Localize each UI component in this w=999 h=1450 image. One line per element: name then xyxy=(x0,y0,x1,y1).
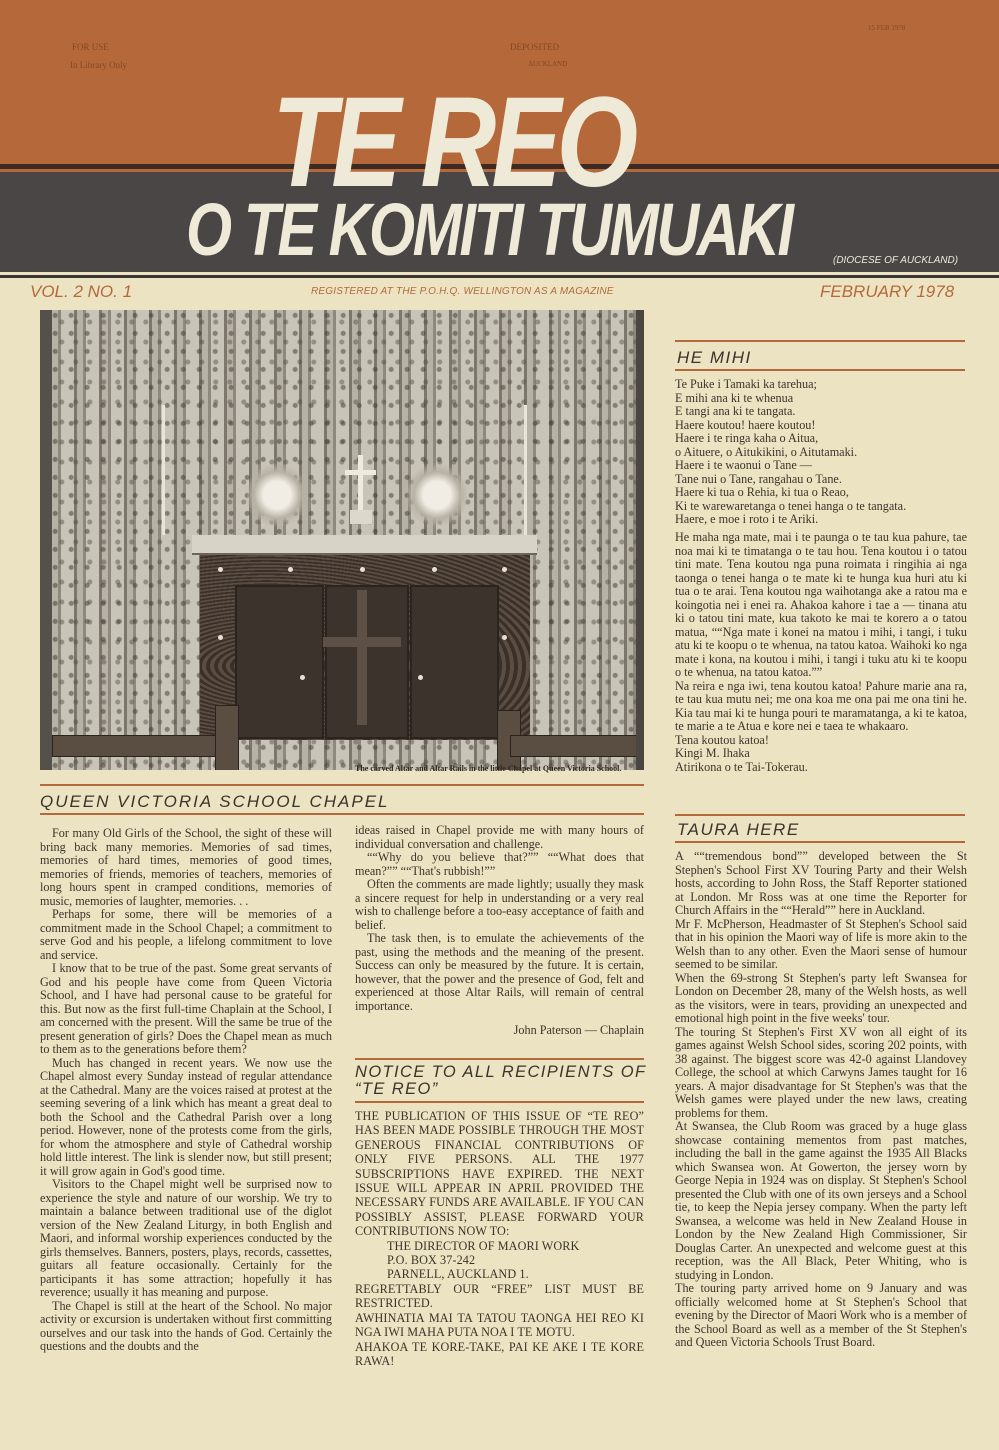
candle xyxy=(524,405,527,535)
notice-body xyxy=(355,1109,644,1368)
carved-cross xyxy=(323,637,401,647)
chapel-article-col2 xyxy=(355,824,644,1038)
chapel-heading: QUEEN VICTORIA SCHOOL CHAPEL xyxy=(40,792,390,811)
deposit-stamp-line2: AUCKLAND xyxy=(528,60,568,68)
poem-line: Tane nui o Tane, rangahau o Tane. xyxy=(675,471,842,486)
section-rule xyxy=(675,340,965,342)
paragraph: ““Why do you believe that?”” ““What does that mean?”” ““That's rubbish!”” xyxy=(355,850,644,878)
sign-off-line: Tena koutou katoa! xyxy=(675,732,769,747)
cross-icon xyxy=(358,455,363,510)
signature-title: Atirikona o te Tai-Tokerau. xyxy=(675,759,808,774)
address-line: THE DIRECTOR OF MAORI WORK xyxy=(387,1238,580,1253)
section-rule xyxy=(40,784,644,786)
taura-here-body xyxy=(675,850,967,1350)
paragraph: A ““tremendous bond”” developed between the St Stephen's School First XV Touring Party and their Welsh hosts, according to John Ross, the Staff Reporter stationed at London. Mr Ross was at one time the Reporter for Church Affairs in the ““Herald”” here in Auckland. xyxy=(675,849,967,917)
altar-photo xyxy=(40,310,644,770)
section-rule xyxy=(675,369,965,371)
signature-name: Kingi M. Ihaka xyxy=(675,746,750,760)
section-rule xyxy=(355,1101,644,1103)
closing-line: AHAKOA TE KORE-TAKE, PAI KE AKE I TE KORE RAWA! xyxy=(355,1339,644,1368)
notice-heading xyxy=(355,1064,646,1098)
free-list-notice: REGRETTABLY OUR “FREE” LIST MUST BE RESTRICTED. xyxy=(355,1281,644,1311)
altar-panel xyxy=(325,585,409,739)
paragraph: The touring party arrived home on 9 January and was officially welcomed home at St Stephen's School that evening by the Director of Maori Work who is a member of the School Board as well as a member of the St Stephen's and Queen Victoria Schools Trust Board. xyxy=(675,1281,967,1349)
paragraph: Much has changed in recent years. We now use the Chapel almost every Sunday instead of regular attendance at the Cathedral. Many are the voices raised at protest at the seeming severing of a link which has meant a great deal to both the School and the Cathedral Parish over a long period. However, none of the protests come from the girls, for whom the atmosphere and style of Cathedral worship hold little interest. The link is slender now, but still present; it will grow again in God's good time. xyxy=(40,1055,332,1178)
paragraph: The Chapel is still at the heart of the School. No major activity or excursion is undertaken without first committing ourselves and our task into the hands of God. Certainly the questions and the doubts and the xyxy=(40,1298,332,1353)
diocese-label: (DIOCESE OF AUCKLAND) xyxy=(833,255,959,266)
issue-date: FEBRUARY 1978 xyxy=(820,282,955,301)
notice-text: THE PUBLICATION OF THIS ISSUE OF “TE REO” HAS BEEN MADE POSSIBLE THROUGH THE MOST GENEROUS FINANCIAL CONTRIBUTIONS OF ONLY FIVE PERSONS. ALL THE 1977 SUBSCRIPTIONS HAVE EXPIRED. THE NEXT ISSUE WILL APPEAR IN APRIL PROVIDED THE NECESSARY FUNDS ARE AVAILABLE. IF YOU CAN POSSIBLY ASSIST, PLEASE FORWARD YOUR CONTRIBUTIONS NOW TO: xyxy=(355,1109,644,1239)
maori-appeal: AWHINATIA MAI TA TATOU TAONGA HEI REO KI NGA IWI MAHA PUTA NOA I TE MOTU. xyxy=(355,1310,644,1340)
section-rule xyxy=(675,841,965,843)
poem-line: Haere ki tua o Rehia, ki tua o Reao, xyxy=(675,485,849,499)
poem-line: E tangi ana ki te tangata. xyxy=(675,404,796,418)
deposit-stamp-line1: DEPOSITED xyxy=(510,42,559,52)
altar-panel xyxy=(410,585,499,739)
carved-cross xyxy=(357,590,367,725)
photo-caption: The carved Altar and Altar Rails in the little Chapel at Queen Victoria School. xyxy=(355,764,622,773)
paragraph: Perhaps for some, there will be memories of a commitment made in the School Chapel; a commitment to serve God and his people, a lifelong commitment to love and service. xyxy=(40,907,332,962)
he-mihi-heading: HE MIHI xyxy=(677,348,752,367)
poem-line: Haere koutou! haere koutou! xyxy=(675,417,816,432)
byline: John Paterson — Chaplain xyxy=(513,1023,644,1037)
carved-altar xyxy=(200,555,530,740)
masthead-rule xyxy=(0,275,999,278)
he-mihi-body xyxy=(675,531,967,774)
address-line: P.O. BOX 37-242 xyxy=(387,1253,476,1268)
notice-heading-line1: NOTICE TO ALL RECIPIENTS OF xyxy=(355,1063,647,1081)
cross-base xyxy=(350,510,372,524)
publication-title: TE REO xyxy=(272,71,634,214)
flower-vase xyxy=(407,460,467,530)
paragraph: Na reira e nga iwi, tena koutou katoa! Pahure marie ana ra, te tau kua mutu nei; me ona koa me ona pai me ona tini he. Kia tau mai ki te hunga pouri te maramatanga, a ki te katoa, te marie a te Atua e kore nei e taea te whakaaro. xyxy=(675,678,967,733)
poem-line: Ki te warewaretanga o tenei hanga o te tangata. xyxy=(675,498,907,513)
altar-rail-right xyxy=(510,735,644,757)
publication-subtitle: O TE KOMITI TUMUAKI xyxy=(186,188,792,271)
cross-icon xyxy=(345,470,376,475)
flower-vase xyxy=(247,460,307,530)
altar-rail-post xyxy=(215,705,239,770)
library-stamp-line2: In Library Only xyxy=(70,60,127,70)
section-rule xyxy=(675,814,965,816)
library-stamp-line1: FOR USE xyxy=(72,42,109,52)
date-stamp: 15 FEB 1978 xyxy=(868,24,906,32)
paragraph: ideas raised in Chapel provide me with many hours of individual conversation and challenge. xyxy=(355,823,644,851)
paragraph: I know that to be true of the past. Some great servants of God and his people have come from Queen Victoria School, and I have had personal cause to be grateful for this. But now as the first full-time Chaplain at the School, I am concerned with the present. Will the same be true of the present generation of girls? Does the Chapel mean as much to them as to the generations before them? xyxy=(40,961,332,1056)
volume-number: VOL. 2 NO. 1 xyxy=(30,282,133,301)
altar-top xyxy=(192,535,537,555)
paragraph: He maha nga mate, mai i te paunga o te tau kua pahure, tae noa mai ki te timatanga o te tau hou. Tena koutou i o tatou tini mate. Tena koutou nga puna roimata i ringihia ai nga taonga o tenei hanga o te mate ki te hunga kua huri atu ki tua o te arai. Tena koutou nga waihotanga ake a ratou ma e koingotia nei i enei ra. Ahakoa kahore i tae a — tinana atu ki o tatou tini mate, kua takoto ke mai te korero a o tatou matua, ““Nga mate i konei na matou i mihi, i tangi, i tuku atu ki te koopu o te whenua, na tatou katoa. Waihoki ko nga mate i kona, na koutou i mihi, i tangi i tuku atu ki te koopu o te whenua, na tatou katoa.”” xyxy=(675,530,967,679)
paragraph: At Swansea, the Club Room was graced by a huge glass showcase containing mementos from past matches, including the ball in the game against the 1935 All Blacks which Swansea won. At Gowerton, the jersey worn by George Nepia in 1924 was on display. St Stephen's School presented the Club with one of its own jerseys and a School tie, to keep the Nepia jersey company. When the party left Swansea, a welcome was held in New Zealand House in London by the New Zealand High Commissioner, Sir Douglas Carter. An unexpected and welcome guest at this reception, was the All Black, Peter Whiting, who is studying in London. xyxy=(675,1119,967,1282)
registration-notice: REGISTERED AT THE P.O.H.Q. WELLINGTON AS A MAGAZINE xyxy=(311,286,614,297)
poem-line: Te Puke i Tamaki ka tarehua; xyxy=(675,377,817,391)
paragraph: When the 69-strong St Stephen's party left Swansea for London on December 28, many of the Welsh hosts, as well as the visitors, were in tears, providing an unexpected and emotional high point in the five weeks' tour. xyxy=(675,970,967,1025)
section-rule xyxy=(40,813,644,815)
he-mihi-poem xyxy=(675,378,967,527)
section-rule xyxy=(355,1058,644,1060)
poem-line: E mihi ana ki te whenua xyxy=(675,390,794,405)
candle xyxy=(162,405,165,535)
poem-line: Haere, e moe i roto i te Ariki. xyxy=(675,512,819,526)
altar-rail-left xyxy=(52,735,229,757)
paragraph: Visitors to the Chapel might well be surprised now to experience the style and nature of our worship. We try to maintain a balance between traditional use of the diglot version of the New Zealand Liturgy, in both English and Maori, and informal worship experiences conducted by the girls themselves. Banners, posters, plays, records, cassettes, guitars all feature occasionally. Certainly for the participants it has some attraction; hopefully it has reverence; usually it has meaning and purpose. xyxy=(40,1177,332,1299)
poem-line: o Aituere, o Aitukikini, o Aitutamaki. xyxy=(675,444,858,459)
paragraph: Often the comments are made lightly; usually they mask a sincere request for help in understanding or a very real wish to challenge before a too-easy acceptance of faith and belief. xyxy=(355,877,644,932)
notice-heading-line2: “TE REO” xyxy=(355,1080,439,1098)
paragraph: For many Old Girls of the School, the sight of these will bring back many memories. Memories of sad times, memories of hard times, memories of good times, memories of friends, memories of teachers, memories of long hours spent in cramped conditions, memories of music, memories of laughter, memories. . . xyxy=(40,826,332,908)
paragraph: The task then, is to emulate the achievements of the past, using the methods and the meaning of the present. Success can only be measured by the future. It is certain, however, that the power and the presence of God, felt and experienced at those Altar Rails, will remain of central importance. xyxy=(355,931,644,1013)
taura-here-heading: TAURA HERE xyxy=(677,820,800,839)
address-line: PARNELL, AUCKLAND 1. xyxy=(387,1267,529,1282)
altar-panel xyxy=(235,585,324,739)
paragraph: Mr F. McPherson, Headmaster of St Stephen's School said that in his opinion the Maori way of life is more akin to the Welsh than to any other. Even the Maori sense of humour seemed to be similar. xyxy=(675,916,967,971)
poem-line: Haere i te ringa kaha o Aitua, xyxy=(675,431,819,445)
chapel-article-col1 xyxy=(40,827,332,1354)
paragraph: The touring St Stephen's First XV won all eight of its games against Welsh School sides, scoring 202 points, with 38 against. The biggest score was 42-0 against Llandovey College, the school at which Carwyns James taught for 16 years. A major disadvantage for St Stephen's was that the Welsh games were played under the new laws, creating problems for them. xyxy=(675,1024,967,1120)
poem-line: Haere i te waonui o Tane — xyxy=(675,458,812,472)
